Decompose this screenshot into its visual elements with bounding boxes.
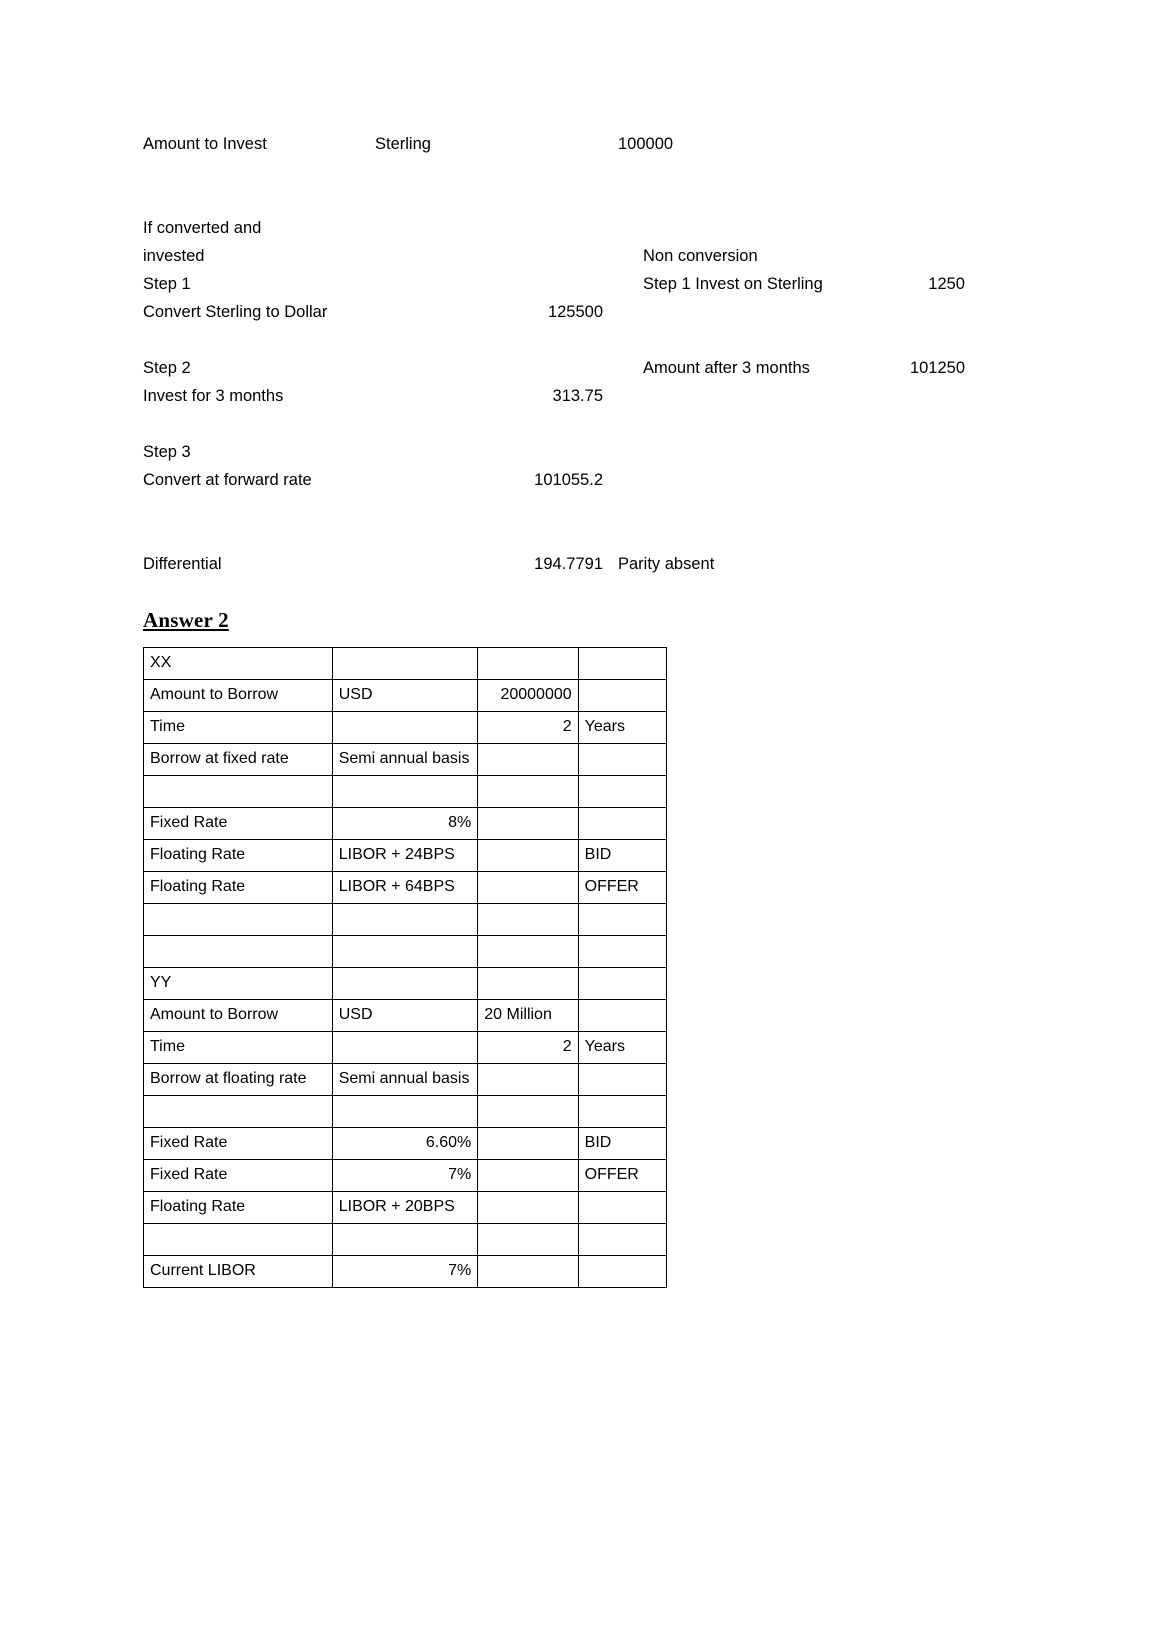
convert-sterling-row <box>143 298 1023 326</box>
table-cell <box>478 1256 578 1288</box>
table-cell <box>578 936 666 968</box>
table-cell: 7% <box>332 1160 478 1192</box>
table-cell: Fixed Rate <box>144 1128 333 1160</box>
table-cell: Time <box>144 712 333 744</box>
table-cell: 6.60% <box>332 1128 478 1160</box>
table-cell: OFFER <box>578 1160 666 1192</box>
step1-row <box>143 270 1023 298</box>
if-converted-line2: invested <box>143 247 205 265</box>
table-cell: Borrow at fixed rate <box>144 744 333 776</box>
differential-row <box>143 550 1023 578</box>
spacer <box>143 192 1023 214</box>
table-cell: Semi annual basis <box>332 1064 478 1096</box>
table-row <box>144 1192 667 1224</box>
step3-row <box>143 438 1023 466</box>
table-cell <box>478 1064 578 1096</box>
table-cell <box>144 936 333 968</box>
amount-to-invest-value: 100000 <box>618 135 674 153</box>
table-cell <box>332 648 478 680</box>
table-cell: Fixed Rate <box>144 1160 333 1192</box>
table-cell <box>578 1000 666 1032</box>
table-row <box>144 968 667 1000</box>
table-cell: Current LIBOR <box>144 1256 333 1288</box>
amount-to-invest-currency: Sterling <box>375 135 431 153</box>
table-cell: Floating Rate <box>144 840 333 872</box>
table-cell <box>578 968 666 1000</box>
table-cell <box>332 968 478 1000</box>
table-row <box>144 1000 667 1032</box>
answer2-table-body <box>144 648 667 1288</box>
table-cell <box>332 1032 478 1064</box>
step1-label: Step 1 <box>143 275 191 293</box>
table-row <box>144 1224 667 1256</box>
table-cell: YY <box>144 968 333 1000</box>
table-cell <box>332 1096 478 1128</box>
table-row <box>144 936 667 968</box>
differential-label: Differential <box>143 555 222 573</box>
table-row <box>144 840 667 872</box>
nonconv-step1-value: 1250 <box>928 275 965 293</box>
table-cell <box>144 776 333 808</box>
spacer <box>143 326 1023 354</box>
nonconv-step1-desc: Step 1 Invest on Sterling <box>643 275 823 293</box>
step3-label: Step 3 <box>143 443 191 461</box>
table-cell: Amount to Borrow <box>144 1000 333 1032</box>
spacer <box>143 522 1023 550</box>
table-row <box>144 904 667 936</box>
spacer <box>143 494 1023 522</box>
table-row <box>144 776 667 808</box>
table-cell <box>578 776 666 808</box>
invest-3-months-value: 313.75 <box>552 387 603 405</box>
table-cell <box>332 776 478 808</box>
table-cell <box>578 1064 666 1096</box>
table-cell <box>478 968 578 1000</box>
table-cell <box>332 904 478 936</box>
convert-forward-rate-label: Convert at forward rate <box>143 471 312 489</box>
table-cell <box>578 904 666 936</box>
table-cell: Years <box>578 712 666 744</box>
table-cell: Floating Rate <box>144 1192 333 1224</box>
table-cell: 8% <box>332 808 478 840</box>
table-cell: Semi annual basis <box>332 744 478 776</box>
convert-sterling-value: 125500 <box>547 303 603 321</box>
table-cell: 2 <box>478 1032 578 1064</box>
table-cell <box>478 1096 578 1128</box>
table-row <box>144 1160 667 1192</box>
table-row <box>144 648 667 680</box>
converted-heading-row-2 <box>143 242 1023 270</box>
step2-row <box>143 354 1023 382</box>
table-cell: Borrow at floating rate <box>144 1064 333 1096</box>
non-conversion-heading: Non conversion <box>643 247 758 265</box>
amount-after-3-months-value: 101250 <box>909 359 965 377</box>
table-cell <box>578 1096 666 1128</box>
table-cell <box>144 1096 333 1128</box>
table-cell: 7% <box>332 1256 478 1288</box>
table-cell: OFFER <box>578 872 666 904</box>
table-cell <box>478 1224 578 1256</box>
table-cell <box>578 680 666 712</box>
spacer <box>143 158 1023 192</box>
table-row <box>144 1032 667 1064</box>
table-cell <box>478 808 578 840</box>
table-cell <box>578 744 666 776</box>
amount-to-invest-label: Amount to Invest <box>143 135 267 153</box>
table-row <box>144 680 667 712</box>
table-cell <box>578 1256 666 1288</box>
table-cell <box>578 1224 666 1256</box>
table-cell <box>478 776 578 808</box>
table-cell <box>478 872 578 904</box>
document-content <box>143 130 1023 1288</box>
differential-note: Parity absent <box>618 555 715 573</box>
table-row <box>144 808 667 840</box>
spacer <box>143 410 1023 438</box>
table-cell <box>332 712 478 744</box>
table-cell: LIBOR + 24BPS <box>332 840 478 872</box>
table-cell <box>332 1224 478 1256</box>
invest-3-months-label: Invest for 3 months <box>143 387 284 405</box>
table-row <box>144 1128 667 1160</box>
table-cell <box>578 1192 666 1224</box>
table-cell <box>578 648 666 680</box>
table-cell <box>478 1128 578 1160</box>
table-cell <box>332 936 478 968</box>
table-cell <box>478 1160 578 1192</box>
convert-forward-rate-row <box>143 466 1023 494</box>
table-cell <box>478 744 578 776</box>
table-cell: 2 <box>478 712 578 744</box>
table-cell: USD <box>332 1000 478 1032</box>
answer2-heading: Answer 2 <box>143 608 229 632</box>
answer2-table <box>143 647 667 1288</box>
table-row <box>144 744 667 776</box>
table-row <box>144 1256 667 1288</box>
invest-3-months-row <box>143 382 1023 410</box>
table-cell: Time <box>144 1032 333 1064</box>
table-cell: BID <box>578 840 666 872</box>
convert-sterling-label: Convert Sterling to Dollar <box>143 303 328 321</box>
table-cell <box>478 840 578 872</box>
step2-label: Step 2 <box>143 359 191 377</box>
table-cell <box>478 1192 578 1224</box>
table-cell <box>478 648 578 680</box>
if-converted-line1: If converted and <box>143 219 262 237</box>
table-cell: Amount to Borrow <box>144 680 333 712</box>
table-cell: Fixed Rate <box>144 808 333 840</box>
table-cell <box>478 904 578 936</box>
converted-heading-row-1 <box>143 214 1023 242</box>
table-cell: LIBOR + 64BPS <box>332 872 478 904</box>
table-row <box>144 712 667 744</box>
amount-after-3-months-label: Amount after 3 months <box>643 359 810 377</box>
table-cell: 20 Million <box>478 1000 578 1032</box>
table-cell: Years <box>578 1032 666 1064</box>
table-row <box>144 872 667 904</box>
table-cell: XX <box>144 648 333 680</box>
table-cell: Floating Rate <box>144 872 333 904</box>
table-row <box>144 1064 667 1096</box>
convert-forward-rate-value: 101055.2 <box>534 471 603 489</box>
table-cell <box>144 1224 333 1256</box>
table-cell <box>478 936 578 968</box>
table-cell <box>144 904 333 936</box>
table-cell: BID <box>578 1128 666 1160</box>
table-cell <box>578 808 666 840</box>
amount-to-invest-row <box>143 130 1023 158</box>
table-cell: LIBOR + 20BPS <box>332 1192 478 1224</box>
table-cell: 20000000 <box>478 680 578 712</box>
differential-value: 194.7791 <box>534 555 603 573</box>
invest-summary-block <box>143 130 1023 578</box>
table-row <box>144 1096 667 1128</box>
table-cell: USD <box>332 680 478 712</box>
